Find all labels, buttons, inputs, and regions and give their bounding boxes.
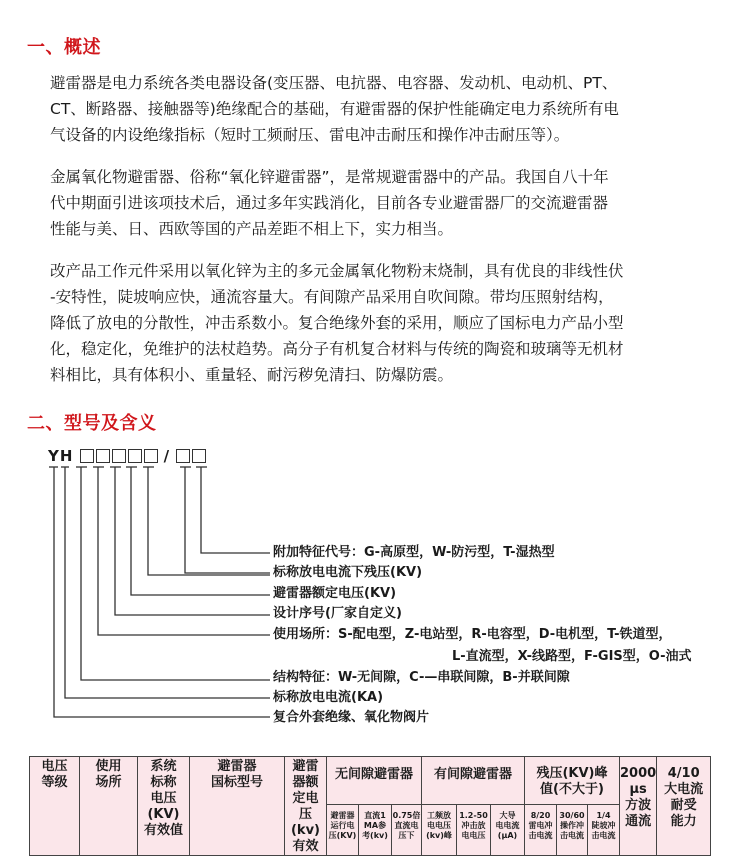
text-line: 避雷器是电力系统各类电器设备(变压器、电抗器、电容器、发动机、电动机、PT、 bbox=[50, 74, 618, 92]
header-voltage-level: 电压 等级 bbox=[30, 757, 80, 856]
legend-discharge-current: 标称放电电流(KA) bbox=[273, 690, 384, 705]
header-residual-voltage: 残压(KV)峰 值(不大于) bbox=[525, 757, 620, 805]
code-prefix: YH bbox=[48, 447, 74, 465]
section-two-title: 二、型号及含义 bbox=[27, 413, 157, 434]
legend-usage-place: 使用场所：S-配电型，Z-电站型，R-电容型，D-电机型，T-铁道型， bbox=[273, 627, 672, 642]
text-line: 化，稳定化，免维护的法杖趋势。高分子有机复合材料与传统的陶瓷和玻璃等无机材 bbox=[50, 340, 624, 358]
text-line: 金属氧化物避雷器、俗称“氧化锌避雷器”，是常规避雷器中的产品。我国自八十年 bbox=[50, 168, 609, 186]
text-line: -安特性，陡坡响应快，通流容量大。有间隙产品采用自吹间隙。带均压照射结构， bbox=[50, 288, 614, 306]
text-line: 料相比，具有体积小、重量轻、耐污秽免清扫、防爆防震。 bbox=[50, 366, 454, 384]
subheader-dc-reference: 直流1 MA参 考(kv) bbox=[359, 804, 392, 855]
legend-usage-place-continued: L-直流型，X-线路型，F-GIS型，O-油式 bbox=[452, 649, 692, 664]
subheader-lightning-impulse: 8/20 雷电冲 击电流 bbox=[525, 804, 557, 855]
legend-additional-feature: 附加特征代号：G-高原型，W-防污型，T-湿热型 bbox=[273, 545, 555, 560]
text-line: 降低了放电的分散性，冲击系数小。复合绝缘外套的采用，顺应了国标电力产品小型 bbox=[50, 314, 624, 332]
text-line: 性能与美、日、西欧等国的产品差距不相上下，实力相当。 bbox=[50, 220, 454, 238]
text-line: 气设备的内设绝缘指标（短时工频耐压、雷电冲击耐压和操作冲击耐压等）。 bbox=[50, 126, 570, 144]
header-gapped-arrester: 有间隙避雷器 bbox=[422, 757, 525, 805]
subheader-switching-impulse: 30/60 操作冲 击电流 bbox=[557, 804, 588, 855]
subheader-power-frequency: 工频放 电电压 (kv)峰 bbox=[422, 804, 457, 855]
text-line: 改产品工作元件采用以氧化锌为主的多元金属氧化物粉末烧制，具有优良的非线性伏 bbox=[50, 262, 624, 280]
subheader-operating-voltage: 避雷器 运行电 压(KV) bbox=[327, 804, 359, 855]
header-usage-place: 使用 场所 bbox=[80, 757, 138, 856]
legend-structure: 结构特征：W-无间隙，C-—串联间隙，B-并联间隙 bbox=[273, 670, 570, 685]
header-square-wave: 2000 μs 方波 通流 bbox=[620, 757, 657, 856]
legend-composite-insulation: 复合外套绝缘、氧化物阀片 bbox=[273, 710, 430, 725]
text-line: CT、断路器、接触器等)绝缘配合的基础，有避雷器的保护性能确定电力系统所有电 bbox=[50, 100, 619, 118]
header-system-voltage: 系统 标称 电压 (KV) 有效值 bbox=[138, 757, 190, 856]
subheader-impulse-discharge: 1.2-50 冲击放 电电压 bbox=[457, 804, 491, 855]
subheader-075-dc: 0.75倍 直流电 压下 bbox=[392, 804, 422, 855]
header-rated-voltage: 避雷 器额 定电 压(kv) 有效 bbox=[285, 757, 327, 856]
legend-design-serial: 设计序号(厂家自定义) bbox=[273, 606, 402, 621]
code-slash: / bbox=[163, 447, 171, 465]
spec-table bbox=[29, 756, 711, 856]
subheader-steep-impulse: 1/4 陡坡冲 击电流 bbox=[588, 804, 620, 855]
header-high-current: 4/10 大电流 耐受 能力 bbox=[657, 757, 711, 856]
text-line: 代中期面引进该项技术后，通过多年实践消化，目前各专业避雷器厂的交流避雷器 bbox=[50, 194, 609, 212]
legend-residual-voltage: 标称放电电流下残压(KV) bbox=[273, 565, 423, 580]
subheader-conduction-current: 大导 电电流 (μA) bbox=[491, 804, 525, 855]
section-one-title: 一、概述 bbox=[27, 37, 101, 58]
header-national-model: 避雷器 国标型号 bbox=[190, 757, 285, 856]
header-gapless-arrester: 无间隙避雷器 bbox=[327, 757, 422, 805]
legend-rated-voltage: 避雷器额定电压(KV) bbox=[273, 586, 397, 601]
